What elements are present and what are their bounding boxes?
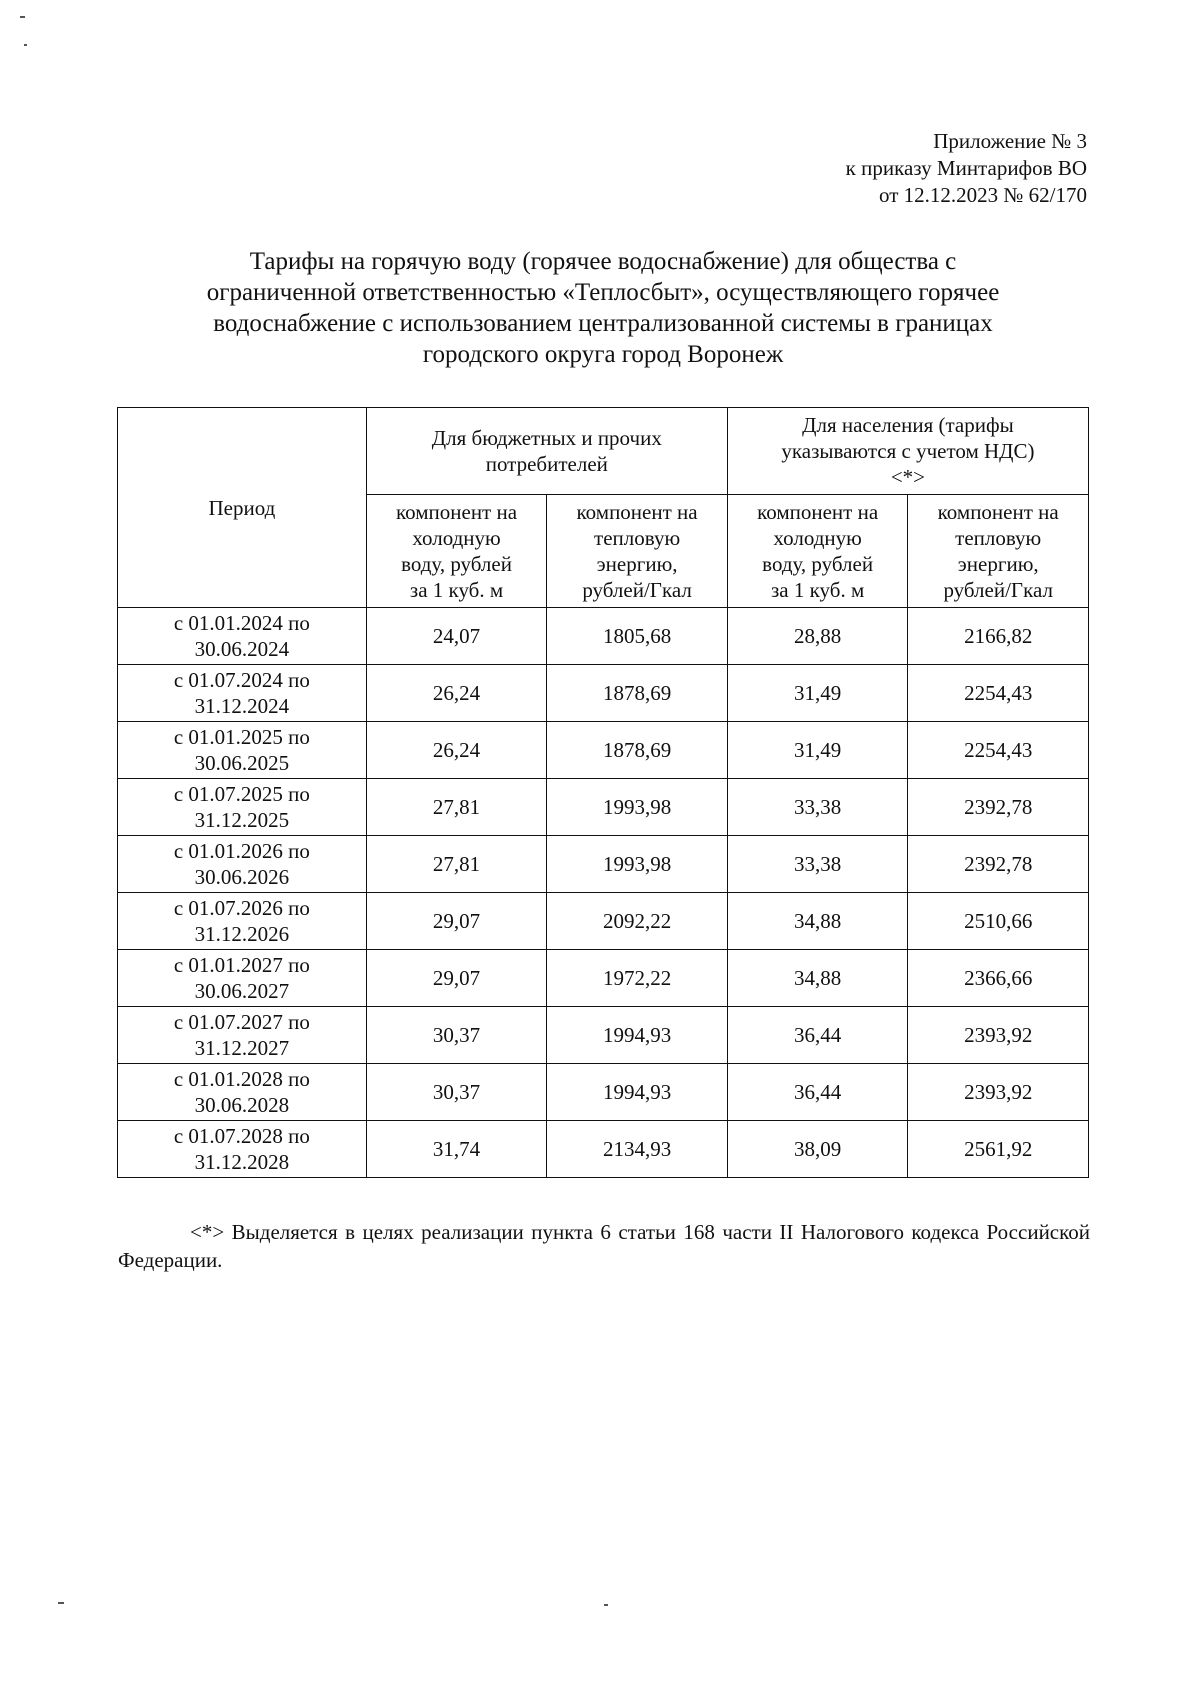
cold-water-population-cell: 33,38	[727, 779, 908, 836]
period-cell	[118, 1007, 367, 1064]
scan-speck	[58, 1602, 64, 1604]
document-title: Тарифы на горячую воду (горячее водоснабжение) для общества с ограниченной ответственностью «Теплосбыт», осуществляющего горячее водоснабжение с использованием централизованной системы в границах городского округа город Воронеж	[206, 248, 1000, 368]
cold-water-budget-cell: 26,24	[366, 722, 547, 779]
cold-water-budget-cell: 29,07	[366, 893, 547, 950]
heat-energy-budget-cell: 1994,93	[547, 1064, 728, 1121]
cold-water-population-cell: 28,88	[727, 608, 908, 665]
period-end: 30.06.2024	[194, 637, 290, 661]
table-row	[118, 608, 1089, 665]
period-cell	[118, 950, 367, 1007]
heat-energy-population-cell: 2393,92	[908, 1007, 1089, 1064]
appendix-order-date: от 12.12.2023 № 62/170	[878, 183, 1087, 207]
footnote-text: <*> Выделяется в целях реализации пункта 6 статьи 168 части II Налогового кодекса Российской Федерации.	[118, 1220, 1090, 1272]
period-start: с 01.01.2028 по	[173, 1067, 310, 1091]
table-row	[118, 665, 1089, 722]
period-end: 30.06.2026	[194, 865, 290, 889]
period-start: с 01.07.2026 по	[173, 896, 310, 920]
cold-water-budget-cell: 27,81	[366, 779, 547, 836]
cold-water-budget-cell: 24,07	[366, 608, 547, 665]
cold-water-budget-cell: 26,24	[366, 665, 547, 722]
period-start: с 01.01.2027 по	[173, 953, 310, 977]
period-end: 30.06.2028	[194, 1093, 290, 1117]
cold-water-budget-cell: 30,37	[366, 1007, 547, 1064]
period-cell	[118, 665, 367, 722]
heat-energy-population-cell: 2254,43	[908, 665, 1089, 722]
period-cell	[118, 1064, 367, 1121]
appendix-number: Приложение № 3	[933, 129, 1087, 153]
period-cell	[118, 779, 367, 836]
period-start: с 01.07.2025 по	[173, 782, 310, 806]
table-header-row	[118, 408, 1089, 495]
subheader-heat-energy-population: компонент на тепловую энергию, рублей/Гкал	[908, 495, 1089, 608]
table-row	[118, 950, 1089, 1007]
population-header: Для населения (тарифы указываются с учетом НДС) <*>	[727, 408, 1088, 495]
period-end: 30.06.2025	[194, 751, 290, 775]
subheader-heat-energy-budget: компонент на тепловую энергию, рублей/Гкал	[547, 495, 728, 608]
table-row	[118, 722, 1089, 779]
heat-energy-budget-cell: 1878,69	[547, 722, 728, 779]
period-start: с 01.01.2025 по	[173, 725, 310, 749]
heat-energy-population-cell: 2254,43	[908, 722, 1089, 779]
table-row	[118, 1064, 1089, 1121]
cold-water-budget-cell: 29,07	[366, 950, 547, 1007]
period-cell	[118, 722, 367, 779]
appendix-header	[846, 128, 1087, 209]
period-cell	[118, 608, 367, 665]
cold-water-budget-cell: 30,37	[366, 1064, 547, 1121]
cold-water-population-cell: 33,38	[727, 836, 908, 893]
heat-energy-budget-cell: 1993,98	[547, 836, 728, 893]
period-start: с 01.07.2027 по	[173, 1010, 310, 1034]
table-row	[118, 836, 1089, 893]
cold-water-population-cell: 31,49	[727, 665, 908, 722]
table-row	[118, 779, 1089, 836]
period-end: 31.12.2027	[194, 1036, 290, 1060]
cold-water-population-cell: 36,44	[727, 1007, 908, 1064]
period-start: с 01.01.2026 по	[173, 839, 310, 863]
table-row	[118, 1121, 1089, 1178]
heat-energy-population-cell: 2392,78	[908, 836, 1089, 893]
tariff-table	[117, 407, 1089, 1178]
heat-energy-population-cell: 2392,78	[908, 779, 1089, 836]
heat-energy-budget-cell: 2134,93	[547, 1121, 728, 1178]
period-start: с 01.07.2024 по	[173, 668, 310, 692]
cold-water-population-cell: 36,44	[727, 1064, 908, 1121]
heat-energy-population-cell: 2366,66	[908, 950, 1089, 1007]
period-end: 31.12.2025	[194, 808, 290, 832]
period-header: Период	[118, 408, 367, 608]
heat-energy-budget-cell: 1805,68	[547, 608, 728, 665]
cold-water-population-cell: 38,09	[727, 1121, 908, 1178]
table-body	[118, 608, 1089, 1178]
heat-energy-budget-cell: 1878,69	[547, 665, 728, 722]
scan-speck	[20, 16, 25, 18]
cold-water-budget-cell: 31,74	[366, 1121, 547, 1178]
period-end: 31.12.2024	[194, 694, 290, 718]
period-start: с 01.07.2028 по	[173, 1124, 310, 1148]
heat-energy-population-cell: 2393,92	[908, 1064, 1089, 1121]
subheader-cold-water-population: компонент на холодную воду, рублей за 1 куб. м	[727, 495, 908, 608]
heat-energy-budget-cell: 2092,22	[547, 893, 728, 950]
cold-water-budget-cell: 27,81	[366, 836, 547, 893]
heat-energy-budget-cell: 1972,22	[547, 950, 728, 1007]
period-cell	[118, 1121, 367, 1178]
period-end: 31.12.2028	[194, 1150, 290, 1174]
period-cell	[118, 836, 367, 893]
appendix-order-ref: к приказу Минтарифов ВО	[845, 156, 1087, 180]
heat-energy-population-cell: 2561,92	[908, 1121, 1089, 1178]
footnote	[118, 1218, 1090, 1274]
scan-speck	[24, 44, 27, 46]
table-row	[118, 893, 1089, 950]
heat-energy-population-cell: 2510,66	[908, 893, 1089, 950]
period-start: с 01.01.2024 по	[173, 611, 310, 635]
budget-consumers-header: Для бюджетных и прочих потребителей	[366, 408, 727, 495]
cold-water-population-cell: 34,88	[727, 950, 908, 1007]
table-row	[118, 1007, 1089, 1064]
cold-water-population-cell: 31,49	[727, 722, 908, 779]
period-end: 31.12.2026	[194, 922, 290, 946]
cold-water-population-cell: 34,88	[727, 893, 908, 950]
heat-energy-budget-cell: 1993,98	[547, 779, 728, 836]
period-end: 30.06.2027	[194, 979, 290, 1003]
period-cell	[118, 893, 367, 950]
heat-energy-budget-cell: 1994,93	[547, 1007, 728, 1064]
scan-speck	[604, 1604, 608, 1606]
subheader-cold-water-budget: компонент на холодную воду, рублей за 1 куб. м	[366, 495, 547, 608]
heat-energy-population-cell: 2166,82	[908, 608, 1089, 665]
